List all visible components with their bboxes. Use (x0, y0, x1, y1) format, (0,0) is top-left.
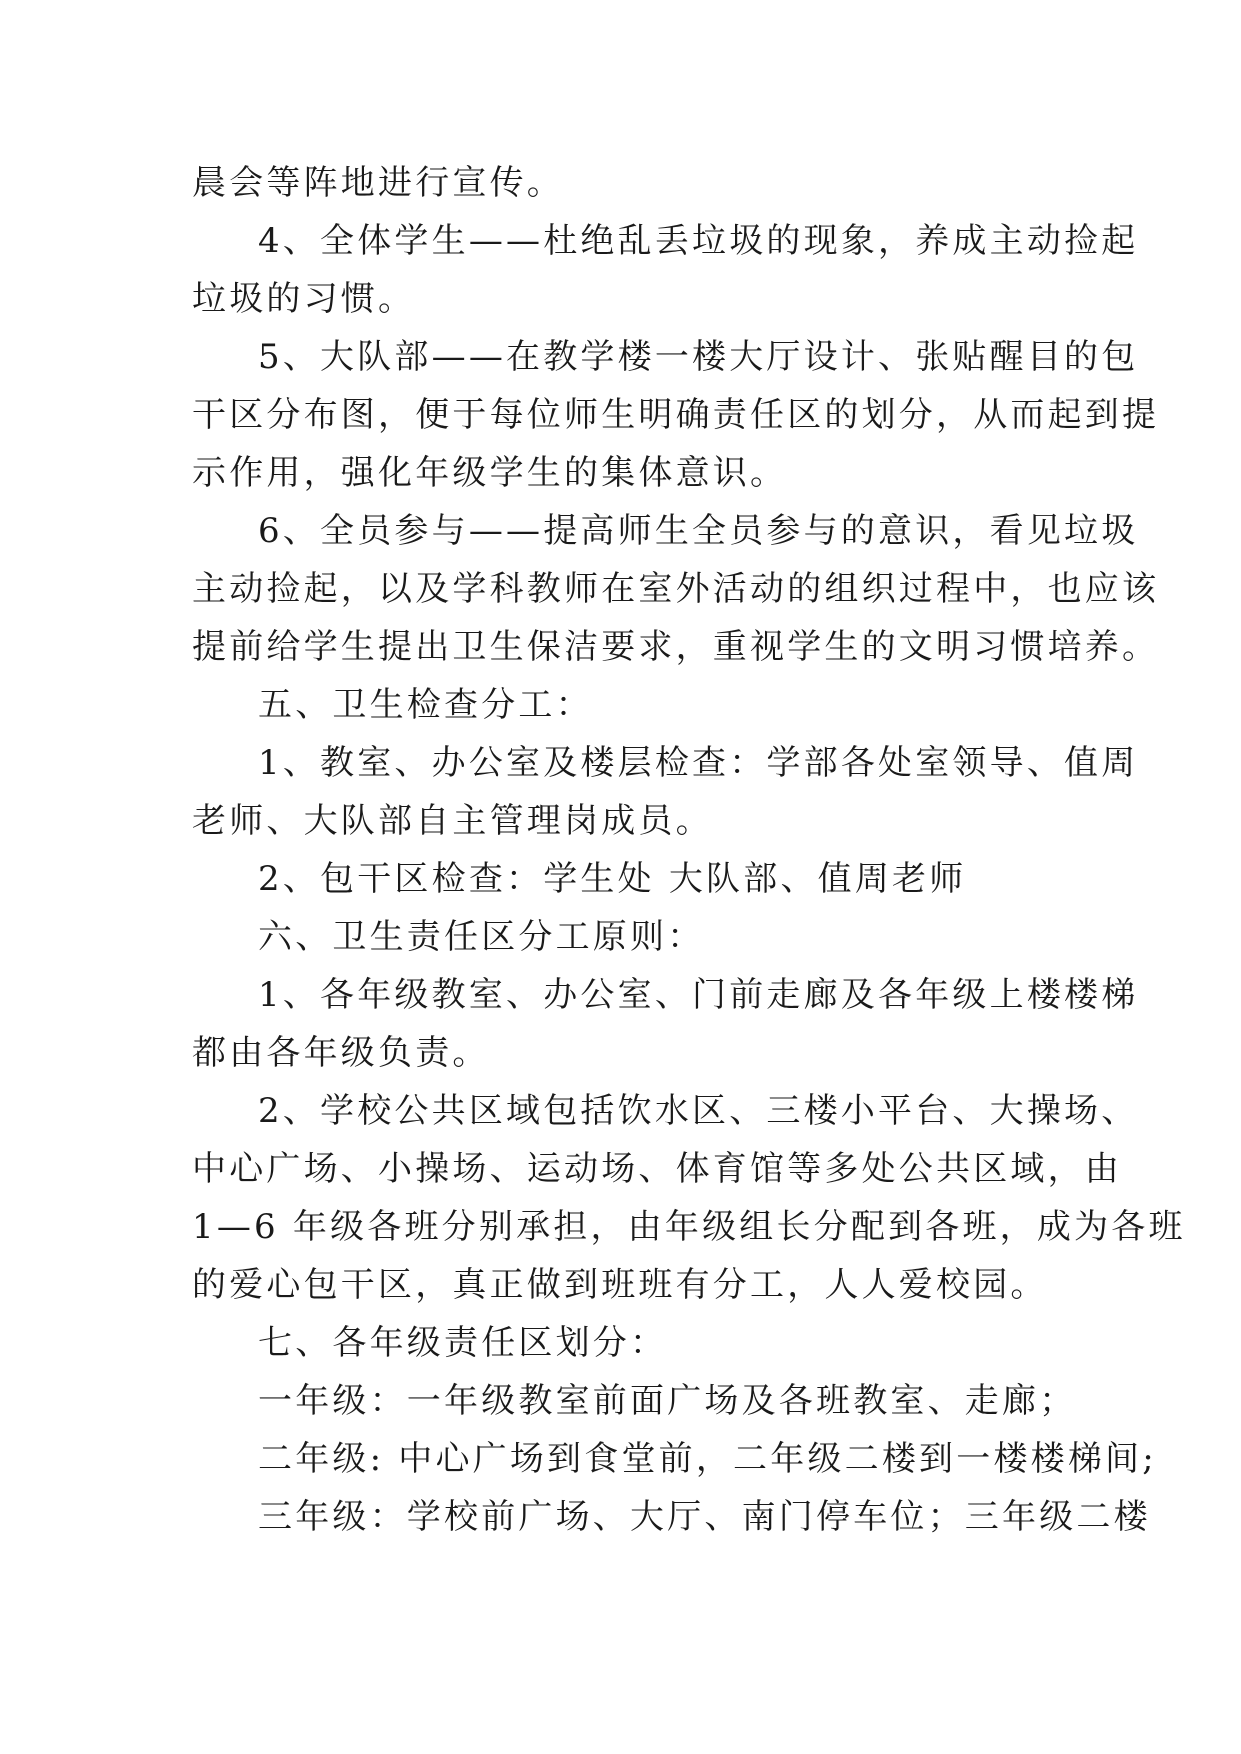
text-line: 干区分布图，便于每位师生明确责任区的划分，从而起到提 (192, 395, 1160, 435)
text-line: 示作用，强化年级学生的集体意识。 (192, 453, 788, 493)
text-line: 三年级：学校前广场、大厅、南门停车位；三年级二楼 (258, 1497, 1151, 1537)
text-line: 晨会等阵地进行宣传。 (192, 163, 564, 203)
section-heading: 六、卫生责任区分工原则： (258, 917, 705, 957)
text-line: 的爱心包干区，真正做到班班有分工，人人爱校园。 (192, 1265, 1048, 1305)
text-line: 一年级：一年级教室前面广场及各班教室、走廊； (258, 1381, 1077, 1421)
text-line: 垃圾的习惯。 (192, 279, 416, 319)
text-line: 1—6 年级各班分别承担，由年级组长分配到各班，成为各班 (192, 1207, 1186, 1247)
section-heading: 七、各年级责任区划分： (258, 1323, 668, 1363)
text-line: 5、大队部——在教学楼一楼大厅设计、张贴醒目的包 (258, 337, 1139, 377)
text-line: 4、全体学生——杜绝乱丢垃圾的现象，养成主动捡起 (258, 221, 1139, 261)
document-body (192, 154, 1186, 1546)
text-line: 都由各年级负责。 (192, 1033, 490, 1073)
text-line: 中心广场、小操场、运动场、体育馆等多处公共区域，由 (192, 1149, 1122, 1189)
text-line: 二年级: 中心广场到食堂前，二年级二楼到一楼楼梯间; (258, 1439, 1157, 1479)
text-line: 1、各年级教室、办公室、门前走廊及各年级上楼楼梯 (258, 975, 1139, 1015)
text-line: 2、包干区检查：学生处 大队部、值周老师 (258, 859, 967, 899)
text-line: 主动捡起，以及学科教师在室外活动的组织过程中，也应该 (192, 569, 1160, 609)
text-line: 老师、大队部自主管理岗成员。 (192, 801, 713, 841)
text-line: 6、全员参与——提高师生全员参与的意识，看见垃圾 (258, 511, 1139, 551)
text-line: 1、教室、办公室及楼层检查：学部各处室领导、值周 (258, 743, 1139, 783)
text-line: 2、学校公共区域包括饮水区、三楼小平台、大操场、 (258, 1091, 1139, 1131)
text-line: 提前给学生提出卫生保洁要求，重视学生的文明习惯培养。 (192, 627, 1160, 667)
section-heading: 五、卫生检查分工： (258, 685, 593, 725)
